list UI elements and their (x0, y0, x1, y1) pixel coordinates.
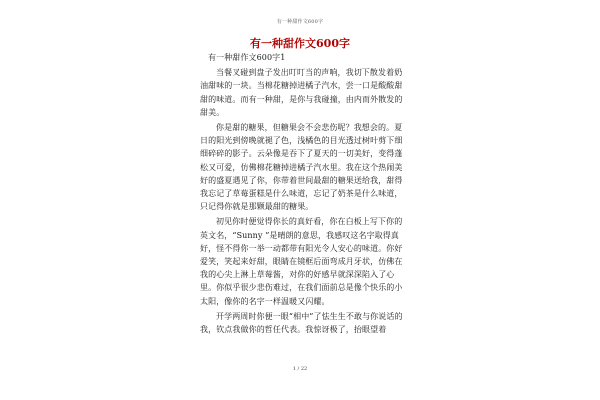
paragraph-4: 开学两周时你便一眼“相中”了怯生生不敢与你说话的我，钦点我做你的哲任代表。我惊讶极了，抬眼望着 (200, 311, 403, 335)
document-subtitle: 有一种甜作文600字1 (208, 53, 286, 62)
page-number: 1 / 22 (292, 366, 308, 372)
paragraph-1: 当餐叉碰到盘子发出叮叮当的声响，我切下散发着奶油甜味的一块。当棉花糖掉进橘子汽水，尝一口是酸酸甜甜的味道。而有一种甜，是你与我碰撞，由内而外散发的甜美。 (200, 68, 403, 117)
paragraph-3: 初见你时便觉得你长的真好看，你在白板上写下你的英文名，“Sunny ”是晴朗的意思，我感叹这名字取得真好，怪不得你一举一动都带有阳光令人安心的味道。你好爱笑，笑起来好甜，眼睛在镜框后面弯成月牙状，仿佛在我的心尖上淋上草莓酱，对你的好感早就深深陷入了心里。你似乎很少悲伤难过，在我们面前总是像个快乐的小太阳，像你的名字一样温暖又闪耀。 (200, 217, 403, 306)
document-title: 有一种甜作文600字 (250, 37, 350, 50)
document-body (200, 51, 410, 338)
page-header: 有一种甜作文600字 (276, 19, 324, 25)
paragraph-2: 你是甜的糖果，但糖果会不会悲伤呢？我想会的。夏日的阳光到傍晚就褪了色，浅橘色的目光透过树叶剪下细细碎碎的影子。云朵像是吞下了夏天的一切美好，变得蓬松又可爱，仿佛棉花糖掉进橘子汽水里。我在这个热闹美好的盛夏遇见了你，你带着世间最甜的糖果送给我，甜得我忘记了草莓蛋糕是什么味道，忘记了奶茶是什么味道，只记得你就是那颗最甜的糖果。 (200, 123, 403, 212)
